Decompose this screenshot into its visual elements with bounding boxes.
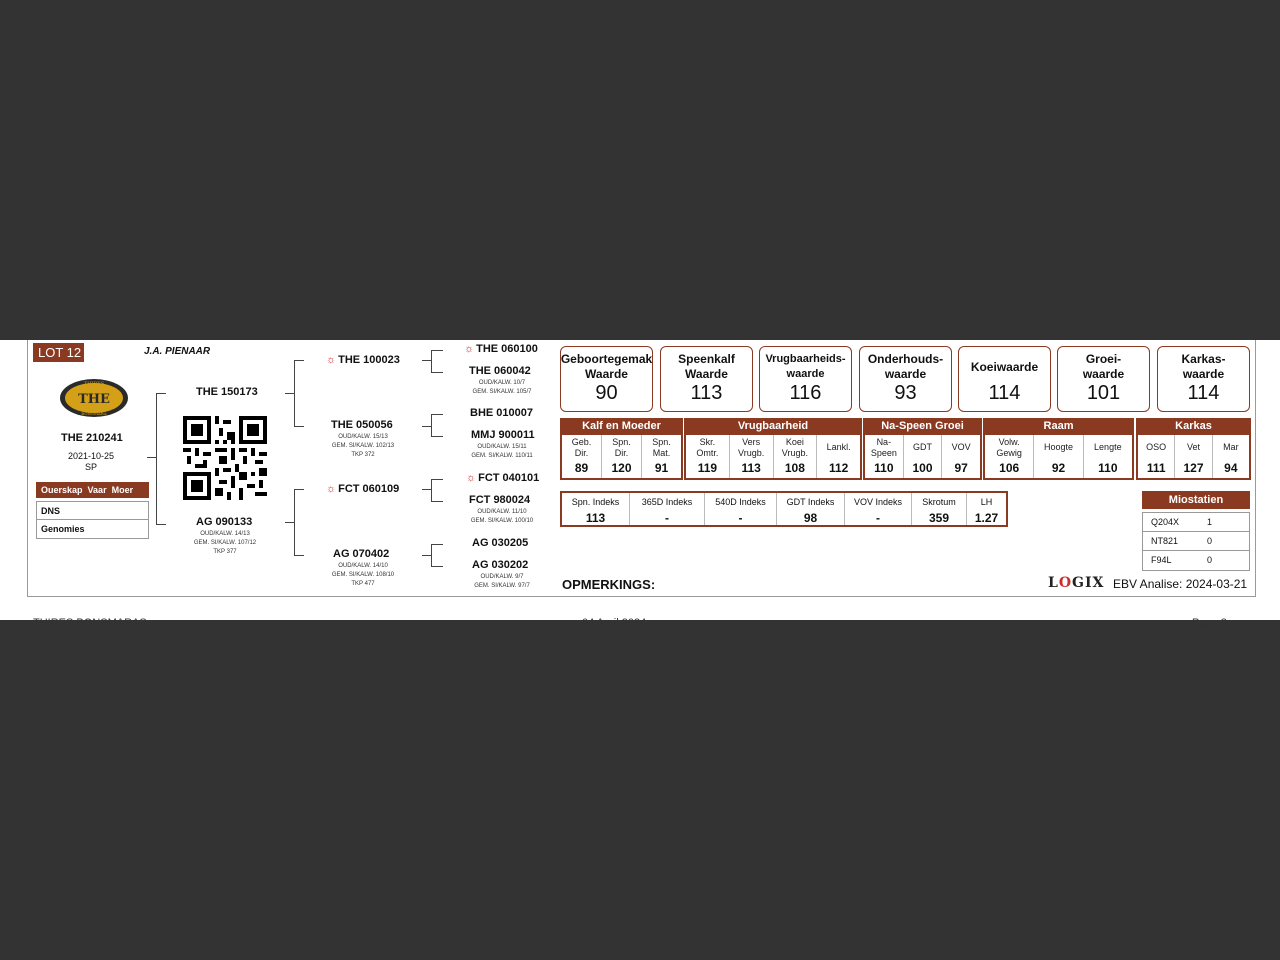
- qr-code-icon[interactable]: [182, 416, 268, 500]
- lot-number: LOT 12: [33, 343, 84, 362]
- value: 114: [1187, 382, 1220, 404]
- index-cell: 365D Indeks -: [629, 493, 704, 525]
- myostatin-title: Miostatien: [1142, 491, 1250, 509]
- ebv-cell: Lengte 110: [1083, 435, 1132, 478]
- value: 113: [690, 382, 723, 404]
- animal-code: SP: [85, 462, 98, 472]
- ebv-group-fertility: [684, 418, 862, 480]
- ebv-cell: Vet 127: [1174, 435, 1211, 478]
- value-card-growth: Groei- waarde 101: [1057, 346, 1150, 412]
- value: 101: [1086, 382, 1121, 404]
- value: 114: [988, 382, 1021, 404]
- breeder-name: J.A. PIENAAR: [144, 346, 211, 357]
- flame-icon: ☼: [326, 354, 337, 366]
- myostatin-row: NT821 0: [1143, 532, 1249, 551]
- dam-dam-id: AG 070402: [333, 548, 390, 560]
- dsd-details: OUD/KALW. 11/10 GEM. SI/KALW. 100/10: [470, 509, 534, 524]
- stud-logo-icon: [59, 378, 129, 418]
- value-card-fertility: Vrugbaarheids- waarde 116: [759, 346, 852, 412]
- ebv-cell: Mar 94: [1212, 435, 1249, 478]
- index-cell: GDT Indeks 98: [776, 493, 844, 525]
- value-card-maintenance: Onderhouds- waarde 93: [859, 346, 952, 412]
- sire-dam-details: OUD/KALW. 15/13 GEM. SI/KALW. 102/13 TKP 372: [331, 434, 395, 458]
- dam-sire-id: ☼ FCT 060109: [326, 483, 400, 495]
- index-cell: LH 1.27: [966, 493, 1006, 525]
- group-title: Na-Speen Groei: [863, 418, 982, 435]
- sire-verified-label: Vaar: [87, 485, 107, 495]
- value-card-carcass: Karkas- waarde 114: [1157, 346, 1250, 412]
- ebv-cell: Geb. Dir. 89: [571, 436, 592, 475]
- footer-date: 04 April 2024: [582, 617, 647, 629]
- flame-icon: ☼: [326, 483, 337, 495]
- ebv-cell: Spn. Mat. 91: [641, 435, 681, 478]
- parentage-bar: [36, 482, 149, 498]
- group-title: Karkas: [1136, 418, 1251, 435]
- index-cell: Skrotum 359: [911, 493, 966, 525]
- sire-sire-id: ☼ THE 100023: [326, 354, 400, 366]
- ebv-cell: Volw. Gewig 106: [996, 436, 1022, 475]
- ebv-group-carcass: [1136, 418, 1251, 480]
- group-title: Raam: [983, 418, 1134, 435]
- ebv-group-calf-dam: [560, 418, 683, 480]
- value: 116: [789, 382, 822, 404]
- dds-id: AG 030205: [472, 537, 529, 549]
- footer-left: THIRES BONSMARAS: [33, 617, 147, 629]
- group-title: Vrugbaarheid: [684, 418, 862, 435]
- logix-logo: LOGIX: [1048, 575, 1105, 591]
- ebv-group-post-weaning: [863, 418, 982, 480]
- myostatin-row: Q204X 1: [1143, 513, 1249, 532]
- ebv-cell: Hoogte 92: [1033, 435, 1082, 478]
- ssd-details: OUD/KALW. 10/7 GEM. SI/KALW. 105/7: [472, 380, 532, 395]
- ebv-cell: Skr. Omtr. 119: [696, 436, 719, 475]
- sds-id: BHE 010007: [470, 407, 533, 419]
- ebv-cell: Na- Speen 110: [870, 436, 897, 475]
- dss-id: ☼ FCT 040101: [466, 472, 540, 484]
- ddd-id: AG 030202: [472, 559, 529, 571]
- logo-top-text: THIRES: [83, 381, 105, 387]
- parentage-label: Ouerskap: [41, 485, 83, 495]
- dam-dam-details: OUD/KALW. 14/10 GEM. SI/KALW. 108/10 TKP 477: [331, 563, 395, 587]
- flame-icon: ☼: [464, 343, 475, 355]
- ebv-cell: Spn. Dir. 120: [601, 435, 641, 478]
- ebv-cell: GDT 100: [903, 435, 942, 478]
- ebv-cell: VOV 97: [941, 435, 980, 478]
- index-table: [560, 491, 1008, 527]
- dam-verified-label: Moer: [111, 485, 134, 495]
- ebv-cell: Vers Vrugb. 113: [729, 435, 773, 478]
- sdd-id: MMJ 900011: [471, 429, 535, 441]
- sire-dam-id: THE 050056: [331, 419, 393, 431]
- logo-main-text: THE: [78, 392, 110, 407]
- sss-id: ☼ THE 060100: [464, 343, 538, 355]
- group-title: Kalf en Moeder: [560, 418, 683, 435]
- value-card-calving-ease: Geboortegemak Waarde 90: [560, 346, 653, 412]
- index-cell: VOV Indeks -: [844, 493, 911, 525]
- myostatin-row: F94L 0: [1151, 555, 1213, 565]
- footer-page: Page 8: [1192, 617, 1227, 629]
- animal-id: THE 210241: [61, 432, 123, 444]
- value-card-cow: Koeiwaarde 114: [958, 346, 1051, 412]
- value-card-weaner: Speenkalf Waarde 113: [660, 346, 753, 412]
- dam-id: AG 090133: [196, 516, 253, 528]
- sire-id: THE 150173: [196, 386, 258, 398]
- ebv-cell: Lankl. 112: [816, 435, 860, 478]
- ebv-cell: OSO 111: [1146, 442, 1167, 475]
- index-cell: Spn. Indeks 113: [571, 497, 620, 525]
- test-genomics: Genomies: [41, 524, 85, 534]
- test-box: [36, 501, 149, 539]
- dsd-id: FCT 980024: [469, 494, 531, 506]
- myostatin-table: [1142, 512, 1250, 571]
- flame-icon: ☼: [466, 472, 477, 484]
- logo-bottom-text: BONSMARA: [81, 411, 107, 416]
- value: 90: [595, 382, 618, 404]
- sdd-details: OUD/KALW. 15/11 GEM. SI/KALW. 110/11: [471, 444, 533, 459]
- ddd-details: OUD/KALW. 9/7 GEM. SI/KALW. 97/7: [474, 574, 530, 589]
- dam-details: OUD/KALW. 14/13 GEM. SI/KALW. 107/12 TKP 377: [193, 531, 257, 555]
- catalog-page: [0, 340, 1280, 629]
- remarks-label: OPMERKINGS:: [562, 577, 656, 592]
- ssd-id: THE 060042: [469, 365, 531, 377]
- birth-date: 2021-10-25: [68, 451, 115, 461]
- ebv-cell: Koei Vrugb. 108: [773, 435, 817, 478]
- ebv-group-frame: [983, 418, 1134, 480]
- test-dns: DNS: [37, 502, 148, 520]
- value: 93: [894, 382, 917, 404]
- ebv-analysis-date: EBV Analise: 2024-03-21: [1113, 577, 1248, 591]
- index-cell: 540D Indeks -: [704, 493, 776, 525]
